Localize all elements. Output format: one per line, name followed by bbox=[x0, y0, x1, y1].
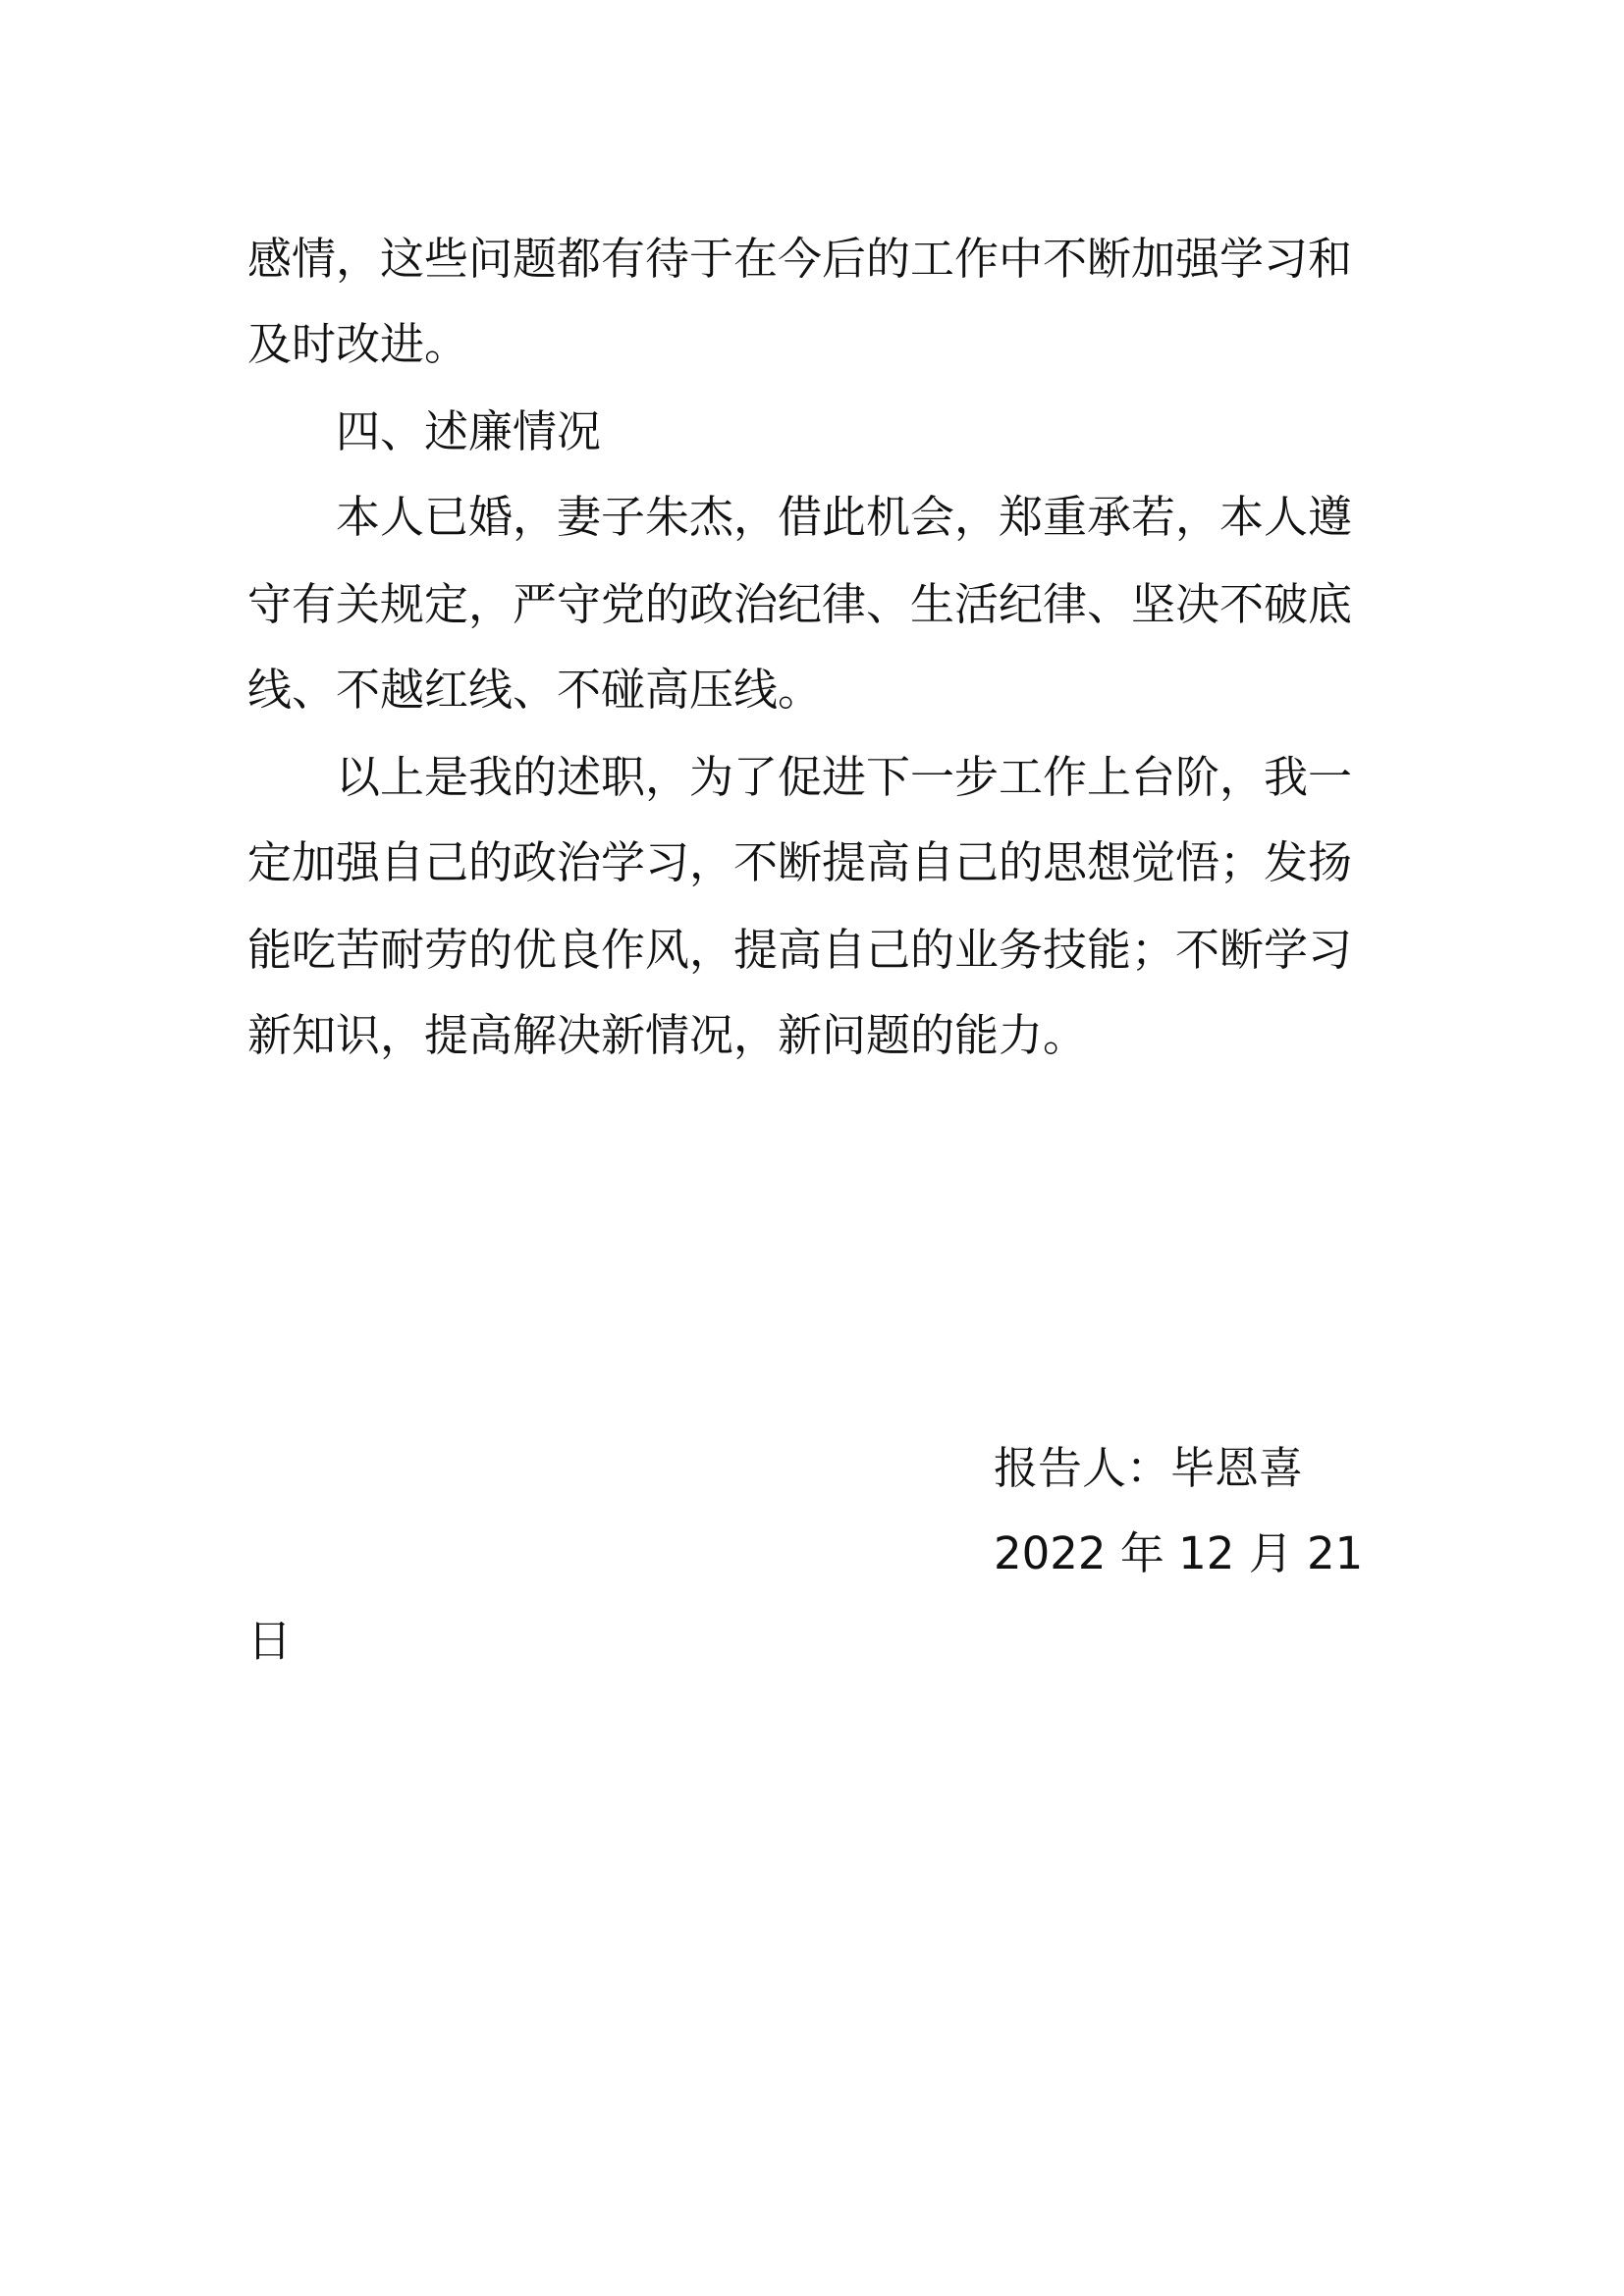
paragraph-line: 能吃苦耐劳的优良作风，提高自己的业务技能；不断学习 bbox=[247, 924, 1353, 976]
signature-reporter: 报告人：毕恩喜 bbox=[994, 1442, 1304, 1494]
paragraph-line: 感情，这些问题都有待于在今后的工作中不断加强学习和 bbox=[247, 233, 1353, 285]
paragraph-line: 及时改进。 bbox=[247, 318, 469, 370]
paragraph-line: 以上是我的述职，为了促进下一步工作上台阶，我一 bbox=[336, 751, 1353, 803]
paragraph-line: 新知识，提高解决新情况，新问题的能力。 bbox=[247, 1009, 1088, 1061]
paragraph-line: 定加强自己的政治学习，不断提高自己的思想觉悟；发扬 bbox=[247, 836, 1353, 888]
section-heading: 四、述廉情况 bbox=[336, 405, 602, 457]
paragraph-line: 守有关规定，严守党的政治纪律、生活纪律、坚决不破底 bbox=[247, 578, 1353, 630]
signature-date: 2022 年 12 月 21 bbox=[994, 1527, 1364, 1579]
paragraph-line: 本人已婚，妻子朱杰，借此机会，郑重承若，本人遵 bbox=[336, 491, 1353, 543]
paragraph-line: 线、不越红线、不碰高压线。 bbox=[247, 664, 823, 716]
signature-date-wrap: 日 bbox=[247, 1615, 293, 1667]
